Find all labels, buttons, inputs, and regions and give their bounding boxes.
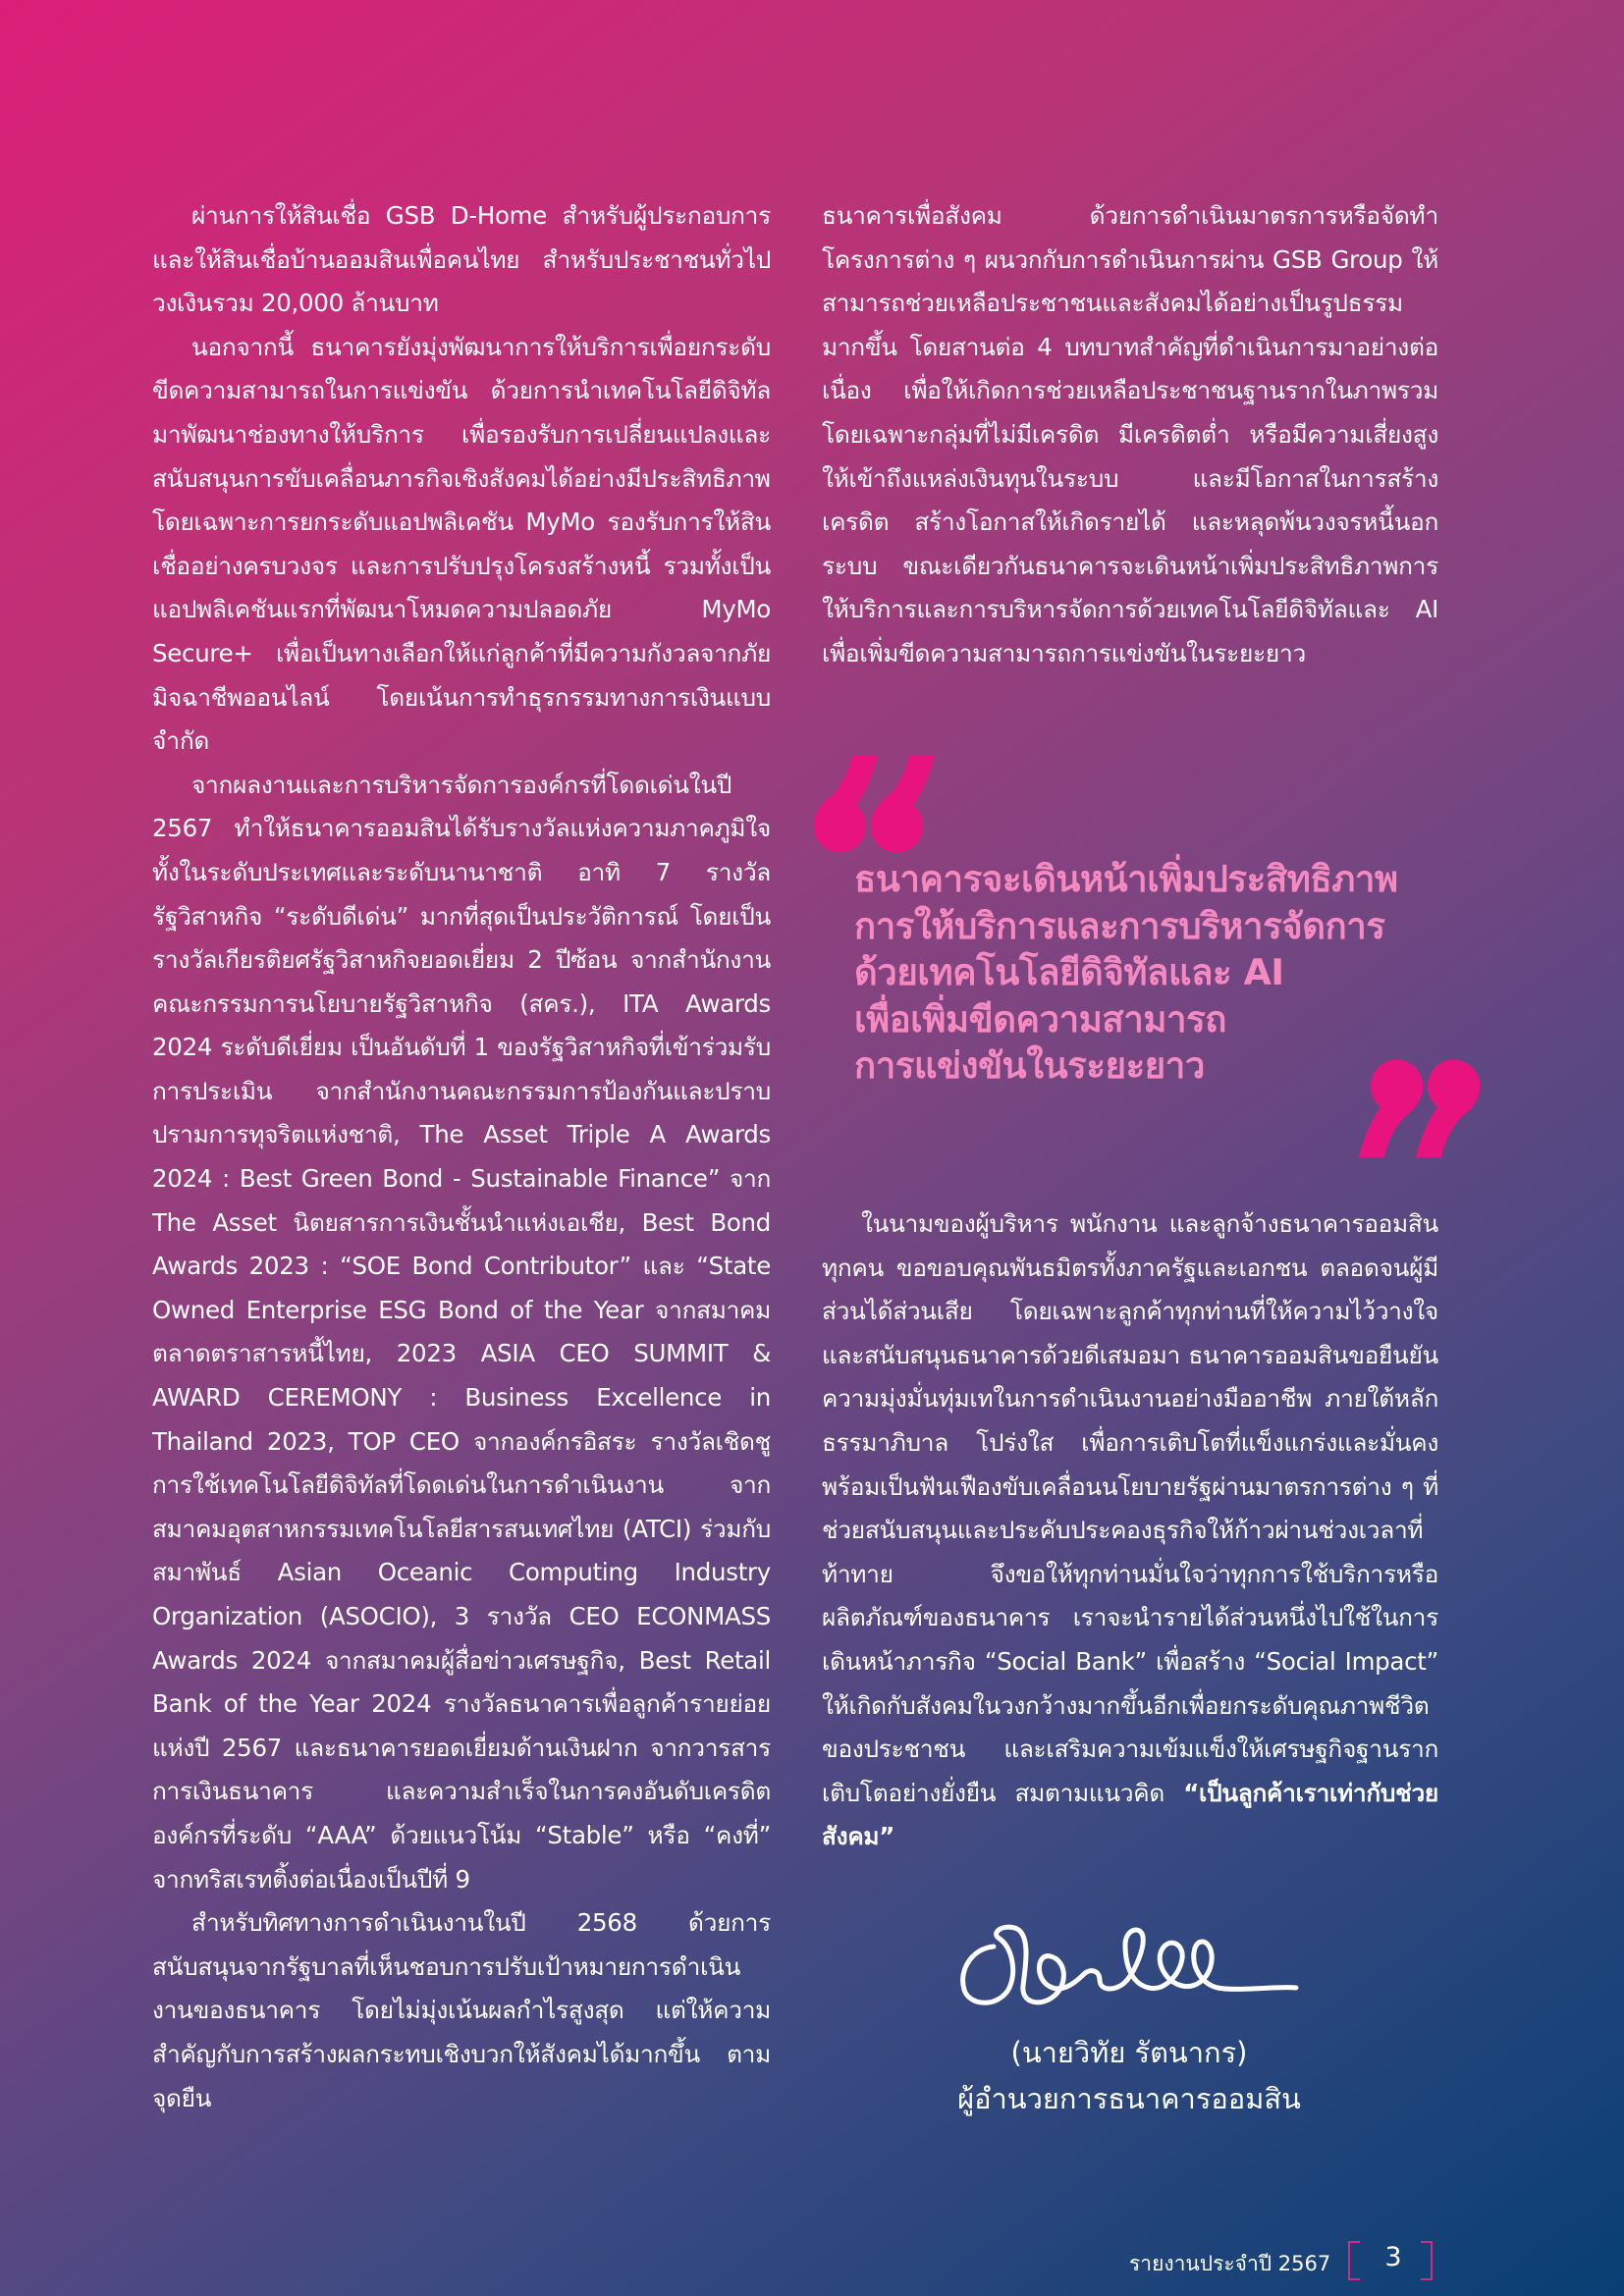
pull-quote-line: เพื่อเพิ่มขีดความสามารถ	[854, 997, 1227, 1041]
paragraph-awards: จากผลงานและการบริหารจัดการองค์กรที่โดดเด่นในปี 2567 ทำให้ธนาคารออมสินได้รับรางวัลแห่งความภาคภูมิใจ ทั้งในระดับประเทศและระดับนานาชาติ อาทิ 7 รางวัลรัฐวิสาหกิจ “ระดับดีเด่น” มากที่สุดเป็นประวัติการณ์ โดยเป็นรางวัลเกียรติยศรัฐวิสาหกิจยอดเยี่ยม 2 ปีซ้อน จากสำนักงานคณะกรรมการนโยบายรัฐวิสาหกิจ (สคร.), ITA Awards 2024 ระดับดีเยี่ยม เป็นอันดับที่ 1 ของรัฐวิสาหกิจที่เข้าร่วมรับการประเมิน จากสำนักงานคณะกรรมการป้องกันและปราบปรามการทุจริตแห่งชาติ, The Asset Triple A Awards 2024 : Best Green Bond - Sustainable Finance” จาก The Asset นิตยสารการเงินชั้นนำแห่งเอเชีย, Best Bond Awards 2023 : “SOE Bond Contributor” และ “State Owned Enterprise ESG Bond of the Year จากสมาคมตลาดตราสารหนี้ไทย, 2023 ASIA CEO SUMMIT & AWARD CEREMONY : Business Excellence in Thailand 2023, TOP CEO จากองค์กรอิสระ รางวัลเชิดชูการใช้เทคโนโลยีดิจิทัลที่โดดเด่นในการดำเนินงาน จากสมาคมอุตสาหกรรมเทคโนโลยีสารสนเทศไทย (ATCI) ร่วมกับสมาพันธ์ Asian Oceanic Computing Industry Organization (ASOCIO), 3 รางวัล CEO ECONMASS Awards 2024 จากสมาคมผู้สื่อข่าวเศรษฐกิจ, Best Retail Bank of the Year 2024 รางวัลธนาคารเพื่อลูกค้ารายย่อยแห่งปี 2567 และธนาคารยอดเยี่ยมด้านเงินฝาก จากวารสารการเงินธนาคาร และความสำเร็จในการคงอันดับเครดิตองค์กรที่ระดับ “AAA” ด้วยแนวโน้ม “Stable” หรือ “คงที่” จากทริสเรทติ้งต่อเนื่องเป็นปีที่ 9	[152, 770, 771, 1894]
footer-report-label: รายงานประจำปี 2567	[1129, 2252, 1331, 2275]
pull-quote-line: ด้วยเทคโนโลยีดิจิทัลและ AI	[854, 951, 1284, 993]
right-column-bottom	[822, 1202, 1438, 1859]
paragraph-social-bank: ธนาคารเพื่อสังคม ด้วยการดำเนินมาตรการหรือจัดทำโครงการต่าง ๆ ผนวกกับการดำเนินการผ่าน GSB Group ให้สามารถช่วยเหลือประชาชนและสังคมได้อย่างเป็นรูปธรรมมากขึ้น โดยสานต่อ 4 บทบาทสำคัญที่ดำเนินการมาอย่างต่อเนื่อง เพื่อให้เกิดการช่วยเหลือประชาชนฐานรากในภาพรวม โดยเฉพาะกลุ่มที่ไม่มีเครดิต มีเครดิตต่ำ หรือมีความเสี่ยงสูงให้เข้าถึงแหล่งเงินทุนในระบบ และมีโอกาสในการสร้างเครดิต สร้างโอกาสให้เกิดรายได้ และหลุดพ้นวงจรหนี้นอกระบบ ขณะเดียวกันธนาคารจะเดินหน้าเพิ่มประสิทธิภาพการให้บริการและการบริหารจัดการด้วยเทคโนโลยีดิจิทัลและ AI เพื่อเพิ่มขีดความสามารถการแข่งขันในระยะยาว	[822, 201, 1438, 667]
thanks-text: ในนามของผู้บริหาร พนักงาน และลูกจ้างธนาคารออมสินทุกคน ขอขอบคุณพันธมิตรทั้งภาครัฐและเอกชน ตลอดจนผู้มีส่วนได้ส่วนเสีย โดยเฉพาะลูกค้าทุกท่านที่ให้ความไว้วางใจและสนับสนุนธนาคารด้วยดีเสมอมา ธนาคารออมสินขอยืนยันความมุ่งมั่นทุ่มเทในการดำเนินงานอย่างมืออาชีพ ภายใต้หลักธรรมาภิบาล โปร่งใส เพื่อการเติบโตที่แข็งแกร่งและมั่นคง พร้อมเป็นฟันเฟืองขับเคลื่อนนโยบายรัฐผ่านมาตรการต่าง ๆ ที่ช่วยสนับสนุนและประคับประคองธุรกิจให้ก้าวผ่านช่วงเวลาที่ท้าทาย จึงขอให้ทุกท่านมั่นใจว่าทุกการใช้บริการหรือผลิตภัณฑ์ของธนาคาร เราจะนำรายได้ส่วนหนึ่งไปใช้ในการเดินหน้าภารกิจ “Social Bank” เพื่อสร้าง “Social Impact” ให้เกิดกับสังคมในวงกว้างมากขึ้นอีกเพื่อยกระดับคุณภาพชีวิตของประชาชน และเสริมความเข้มแข็งให้เศรษฐกิจฐานรากเติบโตอย่างยั่งยืน สมตามแนวคิด	[822, 1209, 1438, 1807]
page-bracket-left	[1348, 2241, 1360, 2280]
paragraph-digital-development: นอกจากนี้ ธนาคารยังมุ่งพัฒนาการให้บริการเพื่อยกระดับขีดความสามารถในการแข่งขัน ด้วยการนำเทคโนโลยีดิจิทัลมาพัฒนาช่องทางให้บริการ เพื่อรองรับการเปลี่ยนแปลงและสนับสนุนการขับเคลื่อนภารกิจเชิงสังคมได้อย่างมีประสิทธิภาพ โดยเฉพาะการยกระดับแอปพลิเคชัน MyMo รองรับการให้สินเชื่ออย่างครบวงจร และการปรับปรุงโครงสร้างหนี้ รวมทั้งเป็นแอปพลิเคชันแรกที่พัฒนาโหมดความปลอดภัย MyMo Secure+ เพื่อเป็นทางเลือกให้แก่ลูกค้าที่มีความกังวลจากภัยมิจฉาชีพออนไลน์ โดยเน้นการทำธุรกรรมทางการเงินแบบจำกัด	[152, 332, 771, 756]
paragraph-thanks	[822, 1202, 1438, 1859]
page-bracket-right	[1421, 2241, 1433, 2280]
pull-quote-line: ธนาคารจะเดินหน้าเพิ่มประสิทธิภาพ	[854, 858, 1398, 900]
signer-name: (นายวิทัย รัตนากร)	[1010, 2036, 1248, 2069]
page-number: 3	[1384, 2242, 1402, 2272]
right-column-top	[822, 194, 1438, 676]
pull-quote	[813, 741, 1481, 1153]
paragraph-gsb-dhome: ผ่านการให้สินเชื่อ GSB D-Home สำหรับผู้ประกอบการและให้สินเชื่อบ้านออมสินเพื่อคนไทย สำหรับประชาชนทั่วไป วงเงินรวม 20,000 ล้านบาท	[152, 201, 771, 318]
open-quote-icon	[813, 751, 941, 859]
paragraph-direction-2568: สำหรับทิศทางการดำเนินงานในปี 2568 ด้วยการสนับสนุนจากรัฐบาลที่เห็นชอบการปรับเป้าหมายการดำเนินงานของธนาคาร โดยไม่มุ่งเน้นผลกำไรสูงสุด แต่ให้ความสำคัญกับการสร้างผลกระทบเชิงบวกให้สังคมได้มากขึ้น ตามจุดยืน	[152, 1908, 771, 2112]
left-column	[152, 194, 771, 2120]
pull-quote-line: การแข่งขันในระยะยาว	[854, 1044, 1205, 1087]
pull-quote-text	[854, 856, 1483, 1090]
signer-title: ผู้อำนวยการธนาคารออมสิน	[957, 2082, 1301, 2115]
pull-quote-line: การให้บริการและการบริหารจัดการ	[854, 904, 1385, 947]
signature-image	[952, 1909, 1306, 2022]
motto: “เป็นลูกค้าเราเท่ากับช่วยสังคม”	[822, 1778, 1438, 1851]
